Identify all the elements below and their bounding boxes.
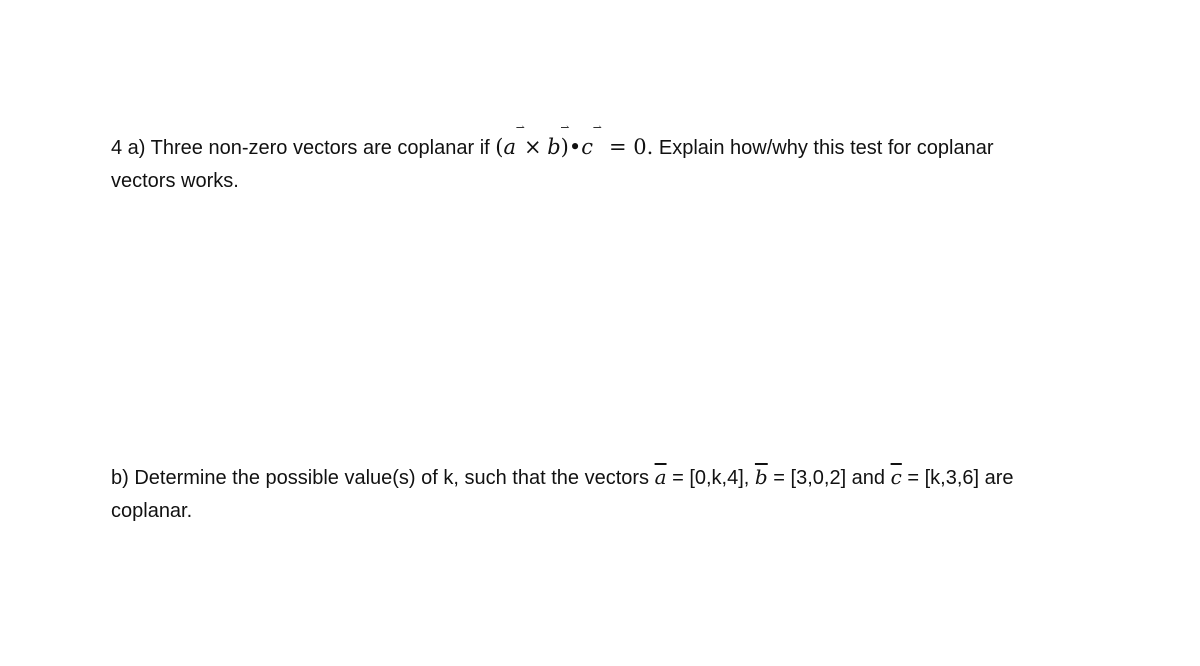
vector-arrow-icon: ⇀ (560, 121, 570, 134)
question-b-line-1 (111, 462, 1111, 495)
open-paren: ( (495, 135, 504, 159)
vector-arrow-icon: ⇀ (592, 121, 602, 134)
close-paren-dot: )• (560, 135, 582, 159)
question-a-line-2: vectors works. (111, 170, 239, 192)
question-b-line-2: coplanar. (111, 500, 193, 522)
question-a-prefix: 4 a) Three non-zero vectors are coplanar if (111, 137, 496, 159)
question-a (111, 121, 1111, 198)
question-a-line-1 (111, 121, 1111, 165)
vector-a-bar: $\overline{a}$ (654, 465, 667, 489)
question-a-suffix: Explain how/why this test for coplanar (653, 137, 994, 159)
question-b-prefix: b) Determine the possible value(s) of k, such that the vectors (111, 467, 655, 489)
vector-b-bar: $\overline{b}$ (754, 465, 768, 489)
question-b (111, 462, 1111, 528)
vector-c-bar: $\overline{c}$ (890, 465, 902, 489)
vector-arrow-icon: ⇀ (515, 121, 526, 134)
vector-a: a ⇀ (503, 121, 526, 159)
vector-a-value: = [0,k,4], (666, 467, 755, 489)
vector-c-value: = [k,3,6] are (901, 467, 1014, 489)
vector-b: b ⇀ (547, 121, 570, 159)
vector-c: c ⇀ (581, 121, 602, 159)
vector-b-value: = [3,0,2] and (767, 467, 891, 489)
cross-symbol: × (524, 135, 542, 159)
equals-zero: = 0. (609, 135, 654, 159)
